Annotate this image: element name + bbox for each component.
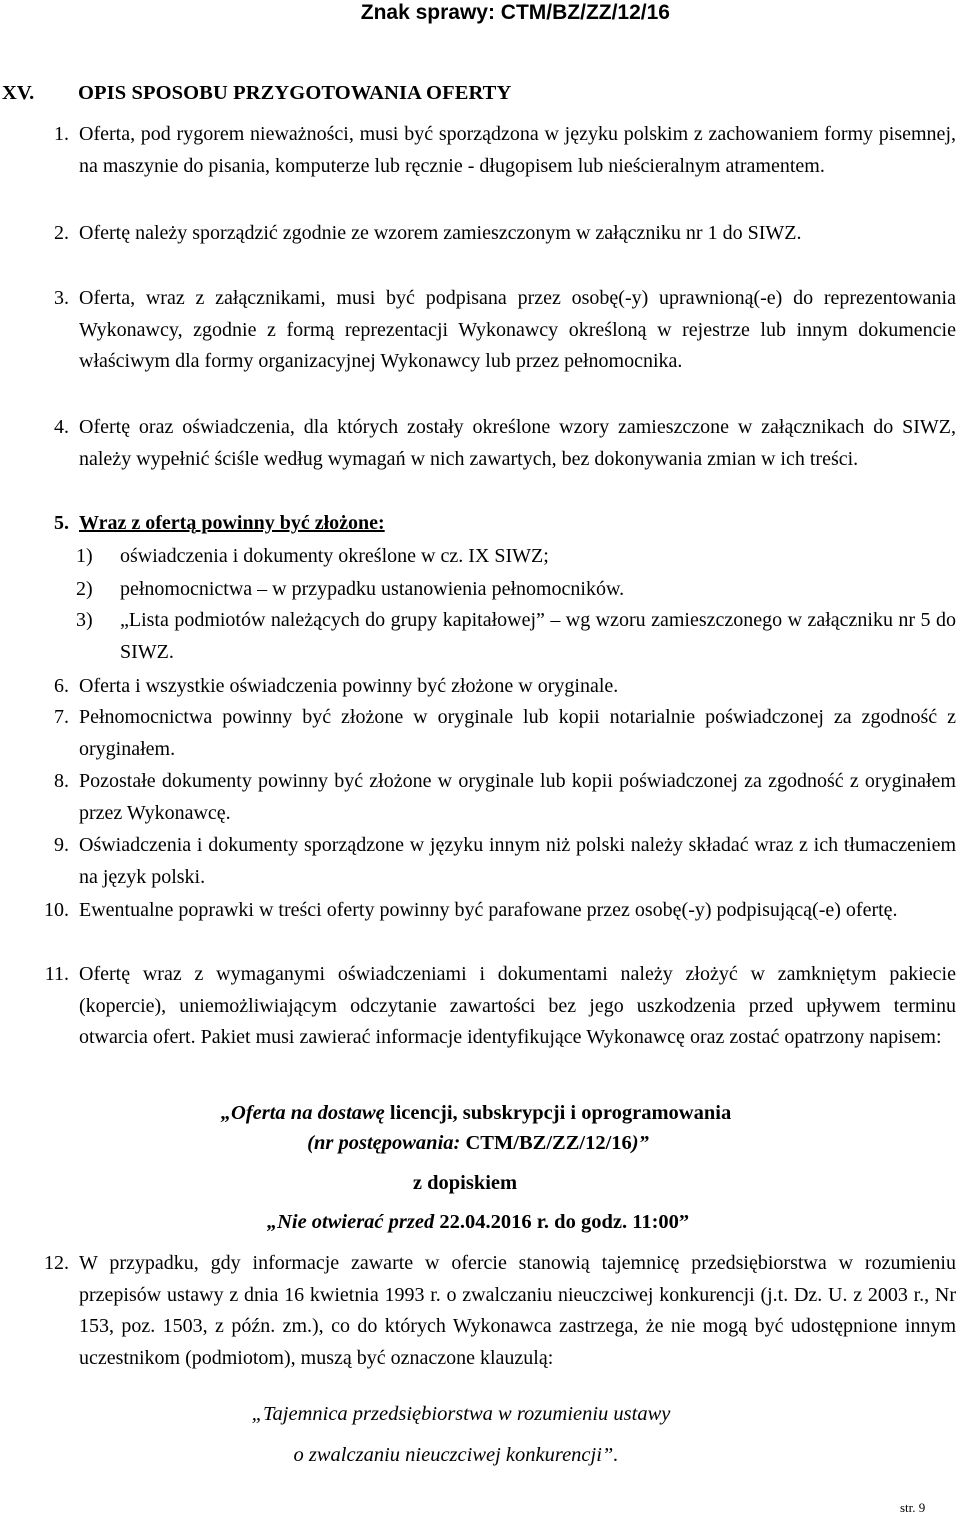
item-number: 4.	[54, 416, 69, 438]
list-item	[0, 895, 956, 927]
item-number: 10.	[44, 899, 69, 921]
item-number: 1.	[54, 123, 69, 145]
list-item	[0, 959, 956, 1054]
sub-item	[0, 605, 956, 668]
list-item	[0, 671, 956, 703]
case-number-header: Znak sprawy: CTM/BZ/ZZ/12/16	[360, 1, 670, 24]
item-text: Ewentualne poprawki w treści oferty powinny być parafowane przez osobę(-y) podpisującą(-e) ofertę.	[79, 899, 898, 921]
sub-item-text: pełnomocnictwa – w przypadku ustanowienia pełnomocników.	[120, 578, 625, 600]
item-text: Pełnomocnictwa powinny być złożone w oryginale lub kopii notarialnie poświadczonej za zgodność z oryginałem.	[79, 706, 956, 760]
do-not-open-prefix: „Nie otwierać przed	[266, 1211, 435, 1233]
item-text: Ofertę oraz oświadczenia, dla których zostały określone wzory zamieszczone w załącznikach do SIWZ, należy wypełnić ściśle według wymagań w nich zawartych, bez dokonywania zmian w ich treści.	[79, 416, 956, 470]
page-number: str. 9	[900, 1500, 926, 1515]
sub-item-number: 1)	[76, 545, 93, 567]
section-heading	[2, 82, 511, 105]
sub-item	[0, 541, 956, 573]
item-number: 11.	[44, 963, 69, 985]
sub-item-number: 3)	[76, 609, 93, 631]
list-item	[0, 283, 956, 378]
item-text: Pozostałe dokumenty powinny być złożone w oryginale lub kopii poświadczonej za zgodność z oryginałem przez Wykonawcę.	[79, 770, 956, 824]
sub-item-text: „Lista podmiotów należących do grupy kapitałowej” – wg wzoru zamieszczonego w załączniku nr 5 do SIWZ.	[120, 609, 956, 663]
item-number: 7.	[54, 706, 69, 728]
envelope-proceeding-close: )”	[631, 1132, 649, 1154]
list-item	[0, 830, 956, 893]
envelope-proceeding-label: (nr postępowania:	[307, 1132, 461, 1154]
item-heading: Wraz z ofertą powinny być złożone:	[79, 512, 385, 534]
list-item	[0, 508, 956, 540]
do-not-open-date: 22.04.2016 r. do godz. 11:00”	[434, 1211, 690, 1233]
item-text: Ofertę wraz z wymaganymi oświadczeniami i dokumentami należy złożyć w zamkniętym pakiecie (kopercie), uniemożliwiającym odczytanie zawartości bez jego uszkodzenia przed upływem terminu otwarcia ofert. Pakiet musi zawierać informacje identyfikujące Wykonawcę oraz zostać opatrzony napisem:	[79, 963, 956, 1049]
item-number: 12.	[44, 1252, 69, 1274]
envelope-label-line-4	[0, 1211, 958, 1234]
sub-item-text: oświadczenia i dokumenty określone w cz. IX SIWZ;	[120, 545, 549, 567]
sub-item	[0, 574, 956, 606]
item-number: 6.	[54, 675, 69, 697]
envelope-annotation-label: z dopiskiem	[412, 1172, 518, 1194]
item-text: W przypadku, gdy informacje zawarte w ofercie stanowią tajemnicę przedsiębiorstwa w rozumieniu przepisów ustawy z dnia 16 kwietnia 1993 r. o zwalczaniu nieuczciwej konkurencji (j.t. Dz. U. z 2003 r., Nr 153, poz. 1503, z późn. zm.), co do których Wykonawca zastrzega, że nie mogą być udostępnione innym uczestnikom (podmiotom), muszą być oznaczone klauzulą:	[79, 1252, 956, 1370]
section-number: XV.	[2, 82, 35, 104]
list-item	[0, 1248, 956, 1375]
item-number: 8.	[54, 770, 69, 792]
envelope-proceeding-code: CTM/BZ/ZZ/12/16	[460, 1132, 632, 1154]
confidentiality-clause-line-2: o zwalczaniu nieuczciwej konkurencji”.	[293, 1444, 619, 1466]
envelope-offer-subject: licencji, subskrypcji i oprogramowania	[384, 1102, 732, 1124]
envelope-label-line-1	[0, 1102, 956, 1125]
list-item	[0, 218, 956, 250]
item-text: Ofertę należy sporządzić zgodnie ze wzorem zamieszczonym w załączniku nr 1 do SIWZ.	[79, 222, 802, 244]
envelope-offer-prefix: „Oferta na dostawę	[220, 1102, 385, 1124]
item-number: 5.	[54, 512, 69, 534]
envelope-label-line-2	[0, 1132, 958, 1155]
item-text: Oferta, pod rygorem nieważności, musi być sporządzona w języku polskim z zachowaniem formy pisemnej, na maszynie do pisania, komputerze lub ręcznie - długopisem lub nieścieralnym atramentem.	[79, 123, 956, 177]
confidentiality-clause-line-1: „Tajemnica przedsiębiorstwa w rozumieniu ustawy	[251, 1403, 671, 1425]
item-number: 2.	[54, 222, 69, 244]
sub-item-number: 2)	[76, 578, 93, 600]
list-item	[0, 702, 956, 765]
list-item	[0, 119, 956, 182]
item-text: Oświadczenia i dokumenty sporządzone w języku innym niż polski należy składać wraz z ich tłumaczeniem na język polski.	[79, 834, 956, 888]
item-text: Oferta, wraz z załącznikami, musi być podpisana przez osobę(-y) uprawnioną(-e) do reprezentowania Wykonawcy, zgodnie z formą reprezentacji Wykonawcy określoną w rejestrze lub innym dokumencie właściwym dla formy organizacyjnej Wykonawcy lub przez pełnomocnika.	[79, 287, 956, 373]
item-number: 3.	[54, 287, 69, 309]
list-item	[0, 766, 956, 829]
item-text: Oferta i wszystkie oświadczenia powinny być złożone w oryginale.	[79, 675, 619, 697]
section-title-text: OPIS SPOSOBU PRZYGOTOWANIA OFERTY	[78, 82, 512, 104]
list-item	[0, 412, 956, 475]
item-number: 9.	[54, 834, 69, 856]
